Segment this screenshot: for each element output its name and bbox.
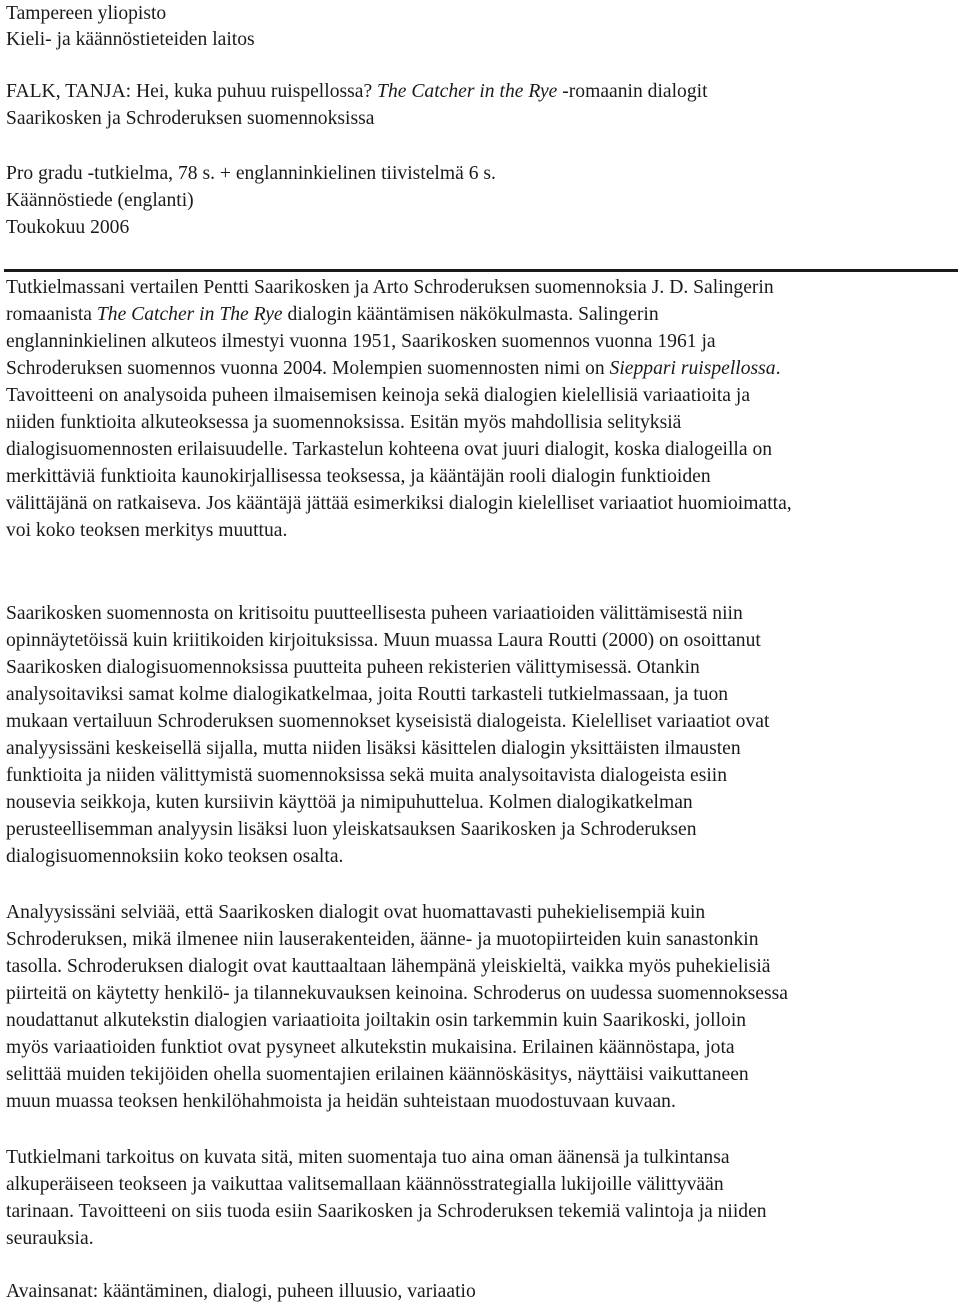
author-title-suffix: -romaanin dialogit <box>557 81 708 102</box>
text-line: mukaan vertailuun Schroderuksen suomennokset kyseisistä dialogeista. Kielelliset variaatiot ovat <box>6 711 770 732</box>
novel-title-italic: The Catcher in The Rye <box>96 304 283 325</box>
translation-title-italic: Sieppari ruispellossa <box>609 358 776 379</box>
discipline: Käännöstiede (englanti) <box>6 190 194 211</box>
abstract-paragraph-3 <box>6 899 956 1115</box>
department-name: Kieli- ja käännöstieteiden laitos <box>6 29 255 50</box>
text-line: muun muassa teoksen henkilöhahmoista ja heidän suhteistaan muodostuvaan kuvaan. <box>6 1091 676 1112</box>
text-line: funktioita ja niiden välittymistä suomennoksissa sekä muita analysoitavista dialogeista esiin <box>6 765 728 786</box>
text-fragment: . <box>775 358 781 379</box>
text-line: Tutkielmassani vertailen Pentti Saarikosken ja Arto Schroderuksen suomennoksia J. D. Salingerin <box>6 277 774 298</box>
text-line: välittäjänä on ratkaiseva. Jos kääntäjä jättää esimerkiksi dialogin kielelliset variaatiot huomioimatta, <box>6 493 792 514</box>
text-line: alkuperäiseen teokseen ja vaikuttaa valitsemallaan käännösstrategialla lukijoille välittyvään <box>6 1174 724 1195</box>
text-fragment: romaanista <box>6 304 97 325</box>
text-fragment: dialogin kääntämisen näkökulmasta. Salingerin <box>282 304 659 325</box>
text-line <box>6 301 956 328</box>
text-line: analyysissäni keskeisellä sijalla, mutta niiden lisäksi käsittelen dialogin yksittäisten ilmausten <box>6 738 741 759</box>
text-line: voi koko teoksen merkitys muuttua. <box>6 520 288 541</box>
text-line: tarinaan. Tavoitteeni on siis tuoda esiin Saarikosken ja Schroderuksen tekemiä valintoja ja niiden <box>6 1201 767 1222</box>
text-line: merkittäviä funktioita kaunokirjallisessa teoksessa, ja kääntäjän rooli dialogin funktioiden <box>6 466 711 487</box>
text-line: piirteitä on käytetty henkilö- ja tilannekuvauksen keinoina. Schroderus on uudessa suomennoksessa <box>6 983 788 1004</box>
text-line: analysoitaviksi samat kolme dialogikatkelmaa, joita Routti tarkasteli tutkielmassaan, ja tuon <box>6 684 729 705</box>
text-line: englanninkielinen alkuteos ilmestyi vuonna 1951, Saarikosken suomennos vuonna 1961 ja <box>6 331 716 352</box>
university-name: Tampereen yliopisto <box>6 3 167 24</box>
text-line: selittää muiden tekijöiden ohella suomentajien erilainen käännöskäsitys, näyttäisi vaikuttaneen <box>6 1064 749 1085</box>
novel-title: The Catcher in the Rye <box>377 81 558 102</box>
text-line: myös variaatioiden funktiot ovat pysyneet alkutekstin mukaisina. Erilainen käännöstapa, jota <box>6 1037 735 1058</box>
text-line: Tutkielmani tarkoitus on kuvata sitä, miten suomentaja tuo aina oman äänensä ja tulkintansa <box>6 1147 730 1168</box>
abstract-paragraph-2 <box>6 600 956 870</box>
text-line <box>6 355 956 382</box>
text-line: seurauksia. <box>6 1228 94 1249</box>
text-line: Tavoitteeni on analysoida puheen ilmaisemisen keinoja sekä dialogien kielellisiä variaatioita ja <box>6 385 751 406</box>
text-line: Saarikosken dialogisuomennoksissa puutteita puheen rekisterien välittymisessä. Otankin <box>6 657 700 678</box>
text-line: tasolla. Schroderuksen dialogit ovat kauttaaltaan lähempänä yleiskieltä, vaikka myös puhekielisiä <box>6 956 771 977</box>
thesis-title-line-1 <box>6 78 708 105</box>
text-line: Saarikosken suomennosta on kritisoitu puutteellisesta puheen variaatioiden välittämisestä niin <box>6 603 743 624</box>
abstract-paragraph-1 <box>6 274 956 544</box>
text-line: niiden funktioita alkuteoksessa ja suomennoksissa. Esitän myös mahdollisia selityksiä <box>6 412 682 433</box>
author-title-prefix: FALK, TANJA: Hei, kuka puhuu ruispellossa? <box>6 81 378 102</box>
text-line: Analyysissäni selviää, että Saarikosken dialogit ovat huomattavasti puhekielisempiä kuin <box>6 902 706 923</box>
text-line: nousevia seikkoja, kuten kursiivin käyttöä ja nimipuhuttelua. Kolmen dialogikatkelman <box>6 792 693 813</box>
text-line: perusteellisemman analyysin lisäksi luon yleiskatsauksen Saarikosken ja Schroderuksen <box>6 819 697 840</box>
abstract-paragraph-4 <box>6 1144 956 1252</box>
thesis-title-line-2: Saarikosken ja Schroderuksen suomennoksissa <box>6 108 375 129</box>
horizontal-divider <box>4 269 958 272</box>
text-fragment: Schroderuksen suomennos vuonna 2004. Molempien suomennosten nimi on <box>6 358 610 379</box>
text-line: Schroderuksen, mikä ilmenee niin lauserakenteiden, äänne- ja muotopiirteiden kuin sanastonkin <box>6 929 759 950</box>
date: Toukokuu 2006 <box>6 217 130 238</box>
text-line: noudattanut alkutekstin dialogien variaatioita joiltakin osin tarkemmin kuin Saarikoski, jolloin <box>6 1010 747 1031</box>
text-line: opinnäytetöissä kuin kriitikoiden kirjoituksissa. Muun muassa Laura Routti (2000) on osoittanut <box>6 630 761 651</box>
thesis-info: Pro gradu -tutkielma, 78 s. + englanninkielinen tiivistelmä 6 s. <box>6 163 496 184</box>
text-line: dialogisuomennoksiin koko teoksen osalta. <box>6 846 344 867</box>
keywords: Avainsanat: kääntäminen, dialogi, puheen illuusio, variaatio <box>6 1281 476 1302</box>
text-line: dialogisuomennosten erilaisuudelle. Tarkastelun kohteena ovat juuri dialogit, koska dialogeilla on <box>6 439 773 460</box>
